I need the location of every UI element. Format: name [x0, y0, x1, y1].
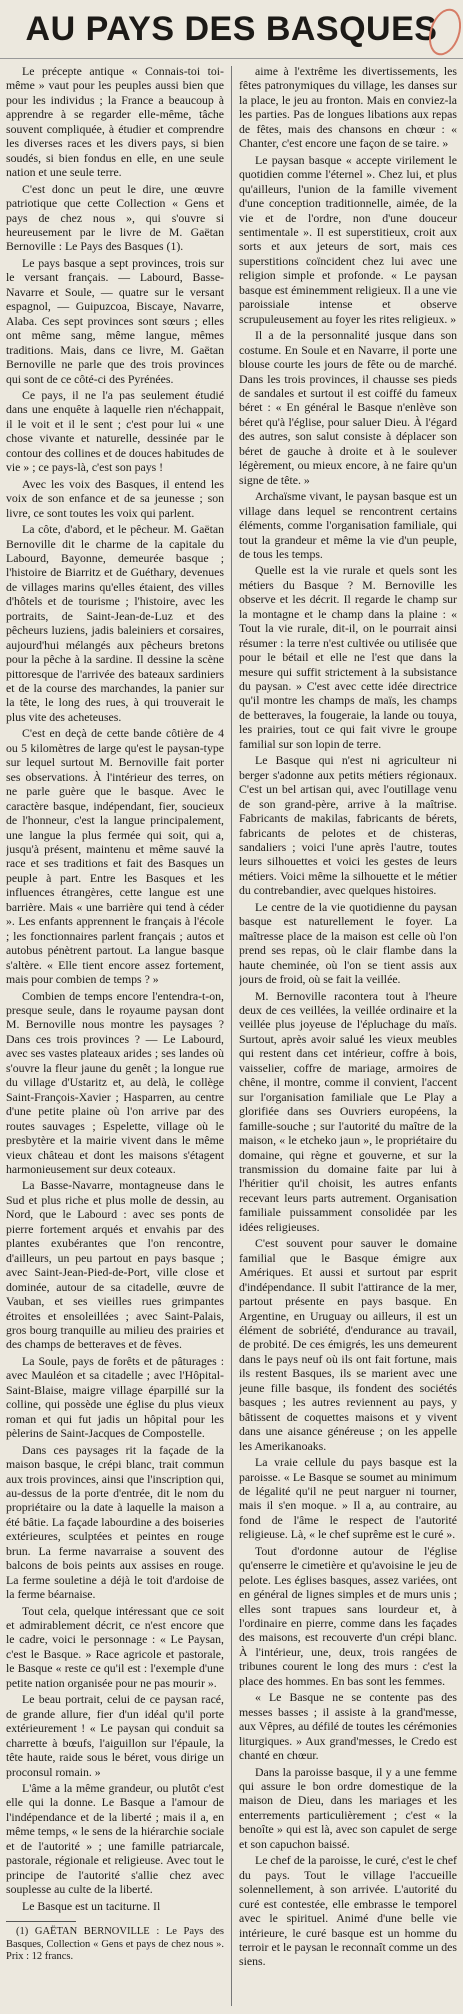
- article-paragraph: Ce pays, il ne l'a pas seulement étudié dans une enquête à laquelle rien n'échappait, il le voit et il le sent ; c'est pour lui « une chose vivante et naturelle, dessinée par le contour des collines et de douces habitudes de vie » ; ce pays-là, c'est son pays !: [6, 387, 224, 475]
- article-paragraph: Le précepte antique « Connais-toi toi-même » vaut pour les peuples aussi bien que pour les individus ; la France a beaucoup à apprendre à se regarder elle-même, tâche souvent compliquée, à étudier et comprendre les diverses races et les divers pays, si bien soudés, si bien fondus en elle, en une seule nation et une seule terre.: [6, 64, 224, 180]
- article-paragraph: La côte, d'abord, et le pêcheur. M. Gaëtan Bernoville dit le charme de la capitale du Labourd, Bayonne, demeurée basque ; l'histoire de Biarritz et de Guéthary, devenues de villages marins qu'elles étaient, des villes d'hôtels et de tourisme ; l'histoire, avec les portraits, de Saint-Jean-de-Luz et des pêcheurs luziens, jadis baleiniers et corsaires, aujourd'hui mélangés aux pêcheurs bretons pour la pêche à la sardine. Il dessine la scène pittoresque de l'arrivée des bateaux sardiniers et de la course des marchandes, la panier sur la tête, le long des rues, à qui trouverait le plus vite des acheteuses.: [6, 522, 224, 724]
- article-paragraph: Le pays basque a sept provinces, trois sur le versant français. — Labourd, Basse-Navarre et Soule, — quatre sur le versant espagnol, — Guipuzcoa, Biscaye, Navarre, Alaba. Ces sept provinces sont sœurs ; elles ont même sang, même langue, mêmes traditions. Mais, dans ce livre, M. Gaëtan Bernoville ne parle que des trois provinces qui sont de ce côté-ci des Pyrénées.: [6, 255, 224, 386]
- article-paragraph: « Le Basque ne se contente pas des messes basses ; il assiste à la grand'messe, aux Vêpres, au défilé de toutes les cérémonies liturgiques. » Aux grand'messes, le Credo est chanté en chœur.: [239, 1690, 457, 1763]
- article-paragraph: Le beau portrait, celui de ce paysan racé, de grande allure, fier d'un idéal qu'il porte extérieurement ! « Le paysan qui conduit sa charrette à bœufs, l'aiguillon sur l'épaule, la tête haute, raide sous le béret, vous dirige un proconsul romain. »: [6, 1692, 224, 1779]
- article-paragraph: Avec les voix des Basques, il entend les voix de son enfance et de sa jeunesse ; son livre, ce sont toutes les voix qui parlent.: [6, 476, 224, 520]
- article-paragraph: Combien de temps encore l'entendra-t-on, presque seule, dans le royaume paysan dont M. Bernoville nous montre les paysages ? Dans ces trois provinces ? — Le Labourd, avec ses vastes plateaux arides ; ses landes où s'ouvre la fleur jaune du genêt ; la longue rue du village d'Ustaritz et, au delà, le collège Saint-François-Xavier ; Hasparren, au centre d'une petite plaine où l'on arrive par des routes sauvages ; Espelette, village où le presbytère et la mairie vivent dans le même vieux château et dont les maisons s'étagent harmonieusement sur deux coteaux.: [6, 988, 224, 1176]
- column-divider: [231, 66, 232, 2006]
- right-column: [239, 64, 457, 2010]
- article-paragraph: aime à l'extrême les divertissements, les fêtes patronymiques du village, les danses sur la place, le jeu au fronton. Mais en conviez-la les parties. Pas de longues libations aux repas de fêtes, mais des chansons en chœur : « Chanter, c'est encore une façon de se taire. »: [239, 64, 457, 151]
- article-paragraph: Le Basque qui n'est ni agriculteur ni berger s'adonne aux petits métiers régionaux. C'est un bel artisan qui, avec l'outillage venu de son grand-père, arrive à la maîtrise. Fabricants de makilas, fabricants de bérets, fabricants de pelotes et de chisteras, sandaliers ; voici l'une après l'autre, toutes leurs silhouettes et voici les gestes de leurs métiers. Voici même la silhouette et le métier du contrebandier, avec quelques histoires.: [239, 753, 457, 898]
- article-paragraph: Dans la paroisse basque, il y a une femme qui assure le bon ordre domestique de la maison de Dieu, dans les mariages et les enterrements particulièrement ; c'est « la benoîte » qui est là, avec son capulet de serge et son capuchon baissé.: [239, 1764, 457, 1851]
- article-paragraph: Dans ces paysages rit la façade de la maison basque, le crépi blanc, trait commun aux trois provinces, ainsi que l'inscription qui, au-dessus de la porte d'entrée, dit le nom du propriétaire ou la date à laquelle la maison a été bâtie. La façade labourdine a des boiseries extérieures, sculptées et peintes en rouge brun. La ferme navarraise a souvent des balcons de bois peints aux assises en rouge. La ferme souletine a déjà le toit d'ardoise de la ferme béarnaise.: [6, 1442, 224, 1602]
- article-paragraph: Archaïsme vivant, le paysan basque est un village dans lequel se rencontrent certains éléments, comme l'organisation familiale, qui tout la grandeur et même la vie d'un peuple, de tous les temps.: [239, 489, 457, 561]
- left-column: [6, 64, 224, 2010]
- article-paragraph: La Basse-Navarre, montagneuse dans le Sud et plus riche et plus molle de dessin, au Nord, que le Labourd : avec ses ponts de pierre fortement arqués et envahis par des plantes exubérantes que l'on rencontre, d'ailleurs, un peu partout en pays basque ; avec Saint-Jean-Pied-de-Port, ville close et dominée, autour de sa citadelle, œuvre de Vauban, et ses vieilles rues grimpantes étroites et ensoleillées ; avec Saint-Palais, gros bourg tranquille au milieu des prairies et des champs de betteraves et de fèves.: [6, 1178, 224, 1352]
- article-paragraph: Le centre de la vie quotidienne du paysan basque est naturellement le foyer. La maîtresse place de la maison est celle où l'on prend ses repas, où le clair flambe dans la haute cheminée, où l'on se tient assis aux jours de froid, où se fait la veillée.: [239, 899, 457, 987]
- article-paragraph: C'est donc un peut le dire, une œuvre patriotique que cette Collection « Gens et pays de chez nous », qui s'ouvre si heureusement par le livre de M. Gaëtan Bernoville : Le Pays des Basques (1).: [6, 181, 224, 254]
- article-paragraph: La vraie cellule du pays basque est la paroisse. « Le Basque se soumet au minimum de légalité qu'il ne peut narguer ni tourner, mais il s'en moque. » Il a, au contraire, au fond de l'âme le respect de l'autorité religieuse. Là, « le chef suprême est le curé ».: [239, 1455, 457, 1542]
- article-paragraph: Tout d'ordonne autour de l'église qu'enserre le cimetière et qu'avoisine le jeu de pelote. Les églises basques, assez variées, ont en général de lignes simples et de murs unis ; elles sont trapues sans lourdeur et, à l'ordinaire en pierre, comme dans les façades des maisons, est recouverte d'un crépi blanc. À l'intérieur, une, deux, trois rangées de tribunes courent le long des murs : c'est la place des hommes. En bas sont les femmes.: [239, 1543, 457, 1688]
- article-body: [6, 64, 457, 2010]
- article-paragraph: Le Basque est un taciturne. Il: [22, 1898, 161, 1913]
- article-paragraph: Tout cela, quelque intéressant que ce soit et admirablement décrit, ce n'est encore que le cadre, voici le personnage : « Le Paysan, c'est le Basque. » Race agricole et pastorale, le Basque « reste ce qu'il est : l'exemple d'une petite nation organisée pour ne pas mourir ».: [6, 1603, 224, 1690]
- article-paragraph: La Soule, pays de forêts et de pâturages : avec Mauléon et sa citadelle ; avec l'Hôpital-Saint-Blaise, maigre village éparpillé sur la colline, qui possède une église du plus vieux roman et qui fut jadis un hôpital pour les pèlerins de Saint-Jacques de Compostelle.: [6, 1353, 224, 1441]
- article-paragraph: Quelle est la vie rurale et quels sont les métiers du Basque ? M. Bernoville les observe et les décrit. Il regarde le champ sur la montagne et le champ dans la plaine : « Tout la vie rurale, dit-il, on le pourrait ainsi résumer : la terre n'est cultivée ou utilisée que pour le bétail et elle ne l'est que dans la mesure qui suffit strictement à la subsistance du paysan. » C'est avec cette idée directrice qu'il montre les champs de maïs, les champs de betteraves, la fougeraie, la lande ou touya, les prairies, tout ce qui fait vivre le groupe familial sur son lopin de terre.: [239, 563, 457, 751]
- article-paragraph: C'est en deçà de cette bande côtière de 4 ou 5 kilomètres de large qu'est le paysan-type sur lequel surtout M. Bernoville fait porter ses observations. À l'intérieur des terres, on ne parle guère que le basque. Avec le caractère basque, indépendant, fier, soucieux de l'honneur, c'est la langue principalement, une langue la plus fermée qui soit, qui a, jusqu'à présent, maintenu et même sauvé la race et ses traditions et fait des Basques un peuple à part. Entre les Basques et les influences étrangères, cette langue est une barrière. Mais « une barrière qui tend à céder ». Les enfants apprennent le français à l'école ; les fonctionnaires parlent français ; autos et autobus pénètrent partout. La langue basque s'altère. « Elle tient encore assez fortement, mais pour combien de temps ? »: [6, 726, 224, 987]
- article-paragraph: L'âme a la même grandeur, ou plutôt c'est elle qui la donne. Le Basque a l'amour de l'indépendance et de la liberté ; mais il a, en même temps, « le sens de la hiérarchie sociale et de l'autorité » ; une famille patriarcale, pastorale, régionale et religieuse. Avec tout le principe de l'autorité s'allie chez avec souplesse au culte de la liberté.: [6, 1781, 224, 1897]
- article-paragraph: C'est souvent pour sauver le domaine familial que le Basque émigre aux Amériques. Et aussi et surtout par esprit d'indépendance. Il subit l'attirance de la mer, partout présente en pays basque. En Argentine, en Uruguay ou ailleurs, il est un élément de sobriété, d'endurance au travail, de probité. De ces émigrés, les uns demeurent dans le pays neuf où ils ont fait fortune, mais ils restent Basques, ils se marient avec une jeune fille basque, ils fondent des sociétés basques ; les autres reviennent au pays, y bâtissent de coquettes maisons et y vivent dans une aisance généreuse ; on les appelle les Amerikanoaks.: [239, 1236, 457, 1453]
- headline: AU PAYS DES BASQUES: [0, 0, 463, 59]
- article-paragraph: Il a de la personnalité jusque dans son costume. En Soule et en Navarre, il porte une blouse courte les jours de fête ou de marché. Dans les trois provinces, il chausse ses pieds de sandales et surtout il est coiffé du fameux béret : « En général le Basque n'enlève son béret qu'à l'église, pour saluer Dieu. À l'égard des autres, son salut consiste à déplacer son béret de gauche à droite et à le soulever légèrement, ou mieux encore, à ne faire qu'un signe de tête. »: [239, 328, 457, 487]
- article-paragraph: M. Bernoville racontera tout à l'heure deux de ces veillées, la veillée ordinaire et la veillée plus joyeuse de l'épluchage du maïs. Surtout, après avoir salué les vieux meubles qui restent dans cet intérieur, coffre à bois, vaisselier, coffre de mariage, armoires de chêne, il montre, comme il convient, l'accent sur l'organisation familiale que Le Play a glorifiée dans ses Ouvriers européens, la famille-souche ; sur l'autorité du maître de la maison, « le etcheko jaun », le propriétaire du domaine, qui règne et gouverne, et sur la transmission du domaine faite par lui à l'héritier qu'il choisit, les autres enfants recevant leurs parts autrement. Organisation familiale puissamment consolidée par les idées religieuses.: [239, 988, 457, 1234]
- article-paragraph: Le paysan basque « accepte virilement le quotidien comme l'éternel ». Chez lui, et plus qu'ailleurs, l'union de la famille vivement d'une conception traditionnelle, aimée, de la vie et de l'ordre, non d'une douceur sentimentale ». Il est superstitieux, croit aux sorts et aux jeteurs de sort, mais ces superstitions coïncident chez lui avec une religion simple et profonde. « Le paysan basque est éminemment religieux. Il a une vie paroissiale intense et observe scrupuleusement au foyer les rites religieux. »: [239, 152, 457, 326]
- footnote-separator: [6, 1921, 76, 1922]
- footnote: (1) GAËTAN BERNOVILLE : Le Pays des Basques, Collection « Gens et pays de chez nous ». Prix : 12 francs.: [6, 1926, 224, 1962]
- article-paragraph: Le chef de la paroisse, le curé, c'est le chef du pays. Tout le village l'accueille solennellement, à son arrivée. L'autorité du curé est contestée, elle embrasse le temporel avec le spirituel. Animé d'une belle vie intérieure, le curé basque est un homme du terroir et le paysan le reconnaît comme un des siens.: [239, 1853, 457, 1969]
